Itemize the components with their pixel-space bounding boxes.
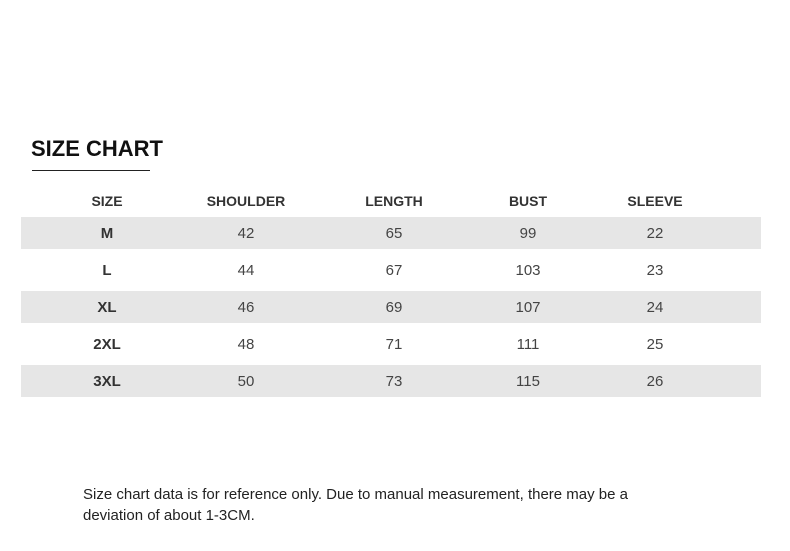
size-chart-title: SIZE CHART xyxy=(31,136,163,161)
shoulder-cell: 44 xyxy=(237,261,255,279)
bust-cell: 99 xyxy=(519,224,537,242)
size-table xyxy=(21,185,761,402)
length-cell: 65 xyxy=(385,224,403,242)
shoulder-cell: 50 xyxy=(237,372,255,390)
reference-note: Size chart data is for reference only. Due to manual measurement, there may be a deviation of about 1-3CM. xyxy=(83,486,628,524)
size-cell: 3XL xyxy=(93,372,121,390)
size-cell: M xyxy=(100,224,114,242)
size-cell: L xyxy=(102,261,112,279)
sleeve-cell: 23 xyxy=(646,261,664,279)
sleeve-cell: 26 xyxy=(646,372,664,390)
column-header-bust: BUST xyxy=(508,193,548,209)
sleeve-cell: 25 xyxy=(646,335,664,353)
shoulder-cell: 46 xyxy=(237,298,255,316)
size-cell: XL xyxy=(97,298,117,316)
column-header-shoulder: SHOULDER xyxy=(206,193,286,209)
table-header-row xyxy=(21,185,761,217)
column-header-size: SIZE xyxy=(91,193,123,209)
table-row xyxy=(21,217,761,249)
column-header-length: LENGTH xyxy=(365,193,423,209)
table-row xyxy=(21,254,761,286)
length-cell: 71 xyxy=(385,335,403,353)
sleeve-cell: 24 xyxy=(646,298,664,316)
bust-cell: 107 xyxy=(515,298,541,316)
length-cell: 67 xyxy=(385,261,403,279)
length-cell: 73 xyxy=(385,372,403,390)
table-row xyxy=(21,291,761,323)
length-cell: 69 xyxy=(385,298,403,316)
shoulder-cell: 42 xyxy=(237,224,255,242)
table-row xyxy=(21,365,761,397)
title-underline xyxy=(32,170,150,171)
size-cell: 2XL xyxy=(93,335,121,353)
shoulder-cell: 48 xyxy=(237,335,255,353)
table-row xyxy=(21,328,761,360)
bust-cell: 111 xyxy=(516,335,540,353)
bust-cell: 103 xyxy=(515,261,541,279)
bust-cell: 115 xyxy=(516,372,540,390)
column-header-sleeve: SLEEVE xyxy=(627,193,683,209)
sleeve-cell: 22 xyxy=(646,224,664,242)
